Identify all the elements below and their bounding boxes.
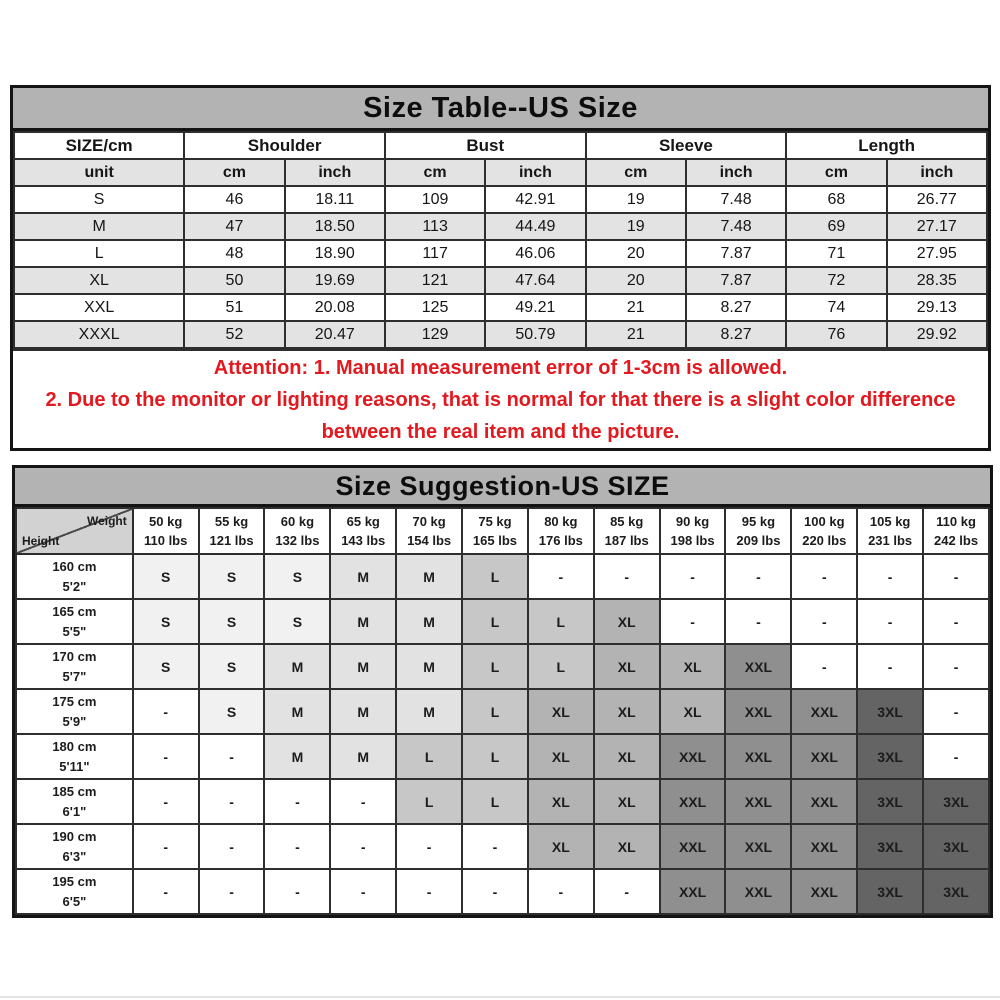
suggestion-cell: XXL	[791, 779, 857, 824]
suggestion-row	[16, 554, 989, 599]
measurement-value: 18.50	[285, 213, 385, 240]
height-cm-label: 190 cm	[52, 829, 97, 844]
suggestion-cell: -	[396, 869, 462, 914]
suggestion-cell: XL	[594, 599, 660, 644]
measurement-value: 29.13	[887, 294, 987, 321]
suggestion-cell: XL	[594, 689, 660, 734]
measurement-value: 21	[586, 294, 686, 321]
suggestion-cell: M	[330, 554, 396, 599]
weight-kg-label: 95 kg	[741, 513, 776, 529]
unit-header: inch	[887, 159, 987, 186]
suggestion-cell: L	[396, 779, 462, 824]
suggestion-cell: -	[923, 599, 989, 644]
suggestion-cell: L	[528, 644, 594, 689]
size-label: XXL	[14, 294, 184, 321]
suggestion-cell: L	[462, 554, 528, 599]
size-table-grid	[13, 131, 988, 349]
suggestion-cell: M	[396, 644, 462, 689]
measurement-value: 48	[184, 240, 284, 267]
unit-header: cm	[385, 159, 485, 186]
weight-header	[264, 508, 330, 554]
measurement-value: 18.11	[285, 186, 385, 213]
weight-header	[462, 508, 528, 554]
weight-header	[923, 508, 989, 554]
suggestion-cell: -	[923, 689, 989, 734]
suggestion-cell: XL	[660, 689, 726, 734]
suggestion-cell: -	[725, 599, 791, 644]
weight-kg-label: 50 kg	[149, 513, 183, 529]
height-ft-label: 5'11"	[59, 758, 90, 774]
measurement-value: 113	[385, 213, 485, 240]
measurement-value: 18.90	[285, 240, 385, 267]
column-header: Shoulder	[184, 132, 385, 159]
size-label: S	[14, 186, 184, 213]
measurement-value: 26.77	[887, 186, 987, 213]
height-header	[16, 554, 133, 599]
weight-kg-label: 70 kg	[412, 513, 446, 529]
suggestion-cell: 3XL	[923, 869, 989, 914]
suggestion-cell: XXL	[725, 779, 791, 824]
suggestion-cell: XL	[528, 734, 594, 779]
suggestion-cell: -	[923, 734, 989, 779]
table-row	[14, 321, 987, 348]
height-header	[16, 734, 133, 779]
suggestion-cell: -	[791, 644, 857, 689]
suggestion-cell: XXL	[791, 869, 857, 914]
measurement-value: 19.69	[285, 267, 385, 294]
suggestion-cell: -	[133, 869, 199, 914]
suggestion-cell: L	[462, 689, 528, 734]
measurement-value: 121	[385, 267, 485, 294]
weight-lbs-label: 165 lbs	[472, 533, 518, 548]
attention-note	[13, 349, 988, 448]
suggestion-cell: -	[528, 869, 594, 914]
suggestion-cell: -	[791, 599, 857, 644]
weight-kg-label: 85 kg	[610, 513, 644, 529]
suggestion-cell: S	[199, 554, 265, 599]
height-header	[16, 824, 133, 869]
suggestion-cell: 3XL	[857, 689, 923, 734]
height-cm-label: 195 cm	[52, 874, 97, 889]
weight-lbs-label: 220 lbs	[802, 533, 847, 548]
measurement-value: 125	[385, 294, 485, 321]
suggestion-cell: -	[660, 554, 726, 599]
suggestion-cell: -	[923, 644, 989, 689]
suggestion-cell: M	[330, 644, 396, 689]
table-row	[14, 294, 987, 321]
size-suggestion-title: Size Suggestion-US SIZE	[15, 468, 990, 507]
suggestion-cell: -	[923, 554, 989, 599]
height-ft-label: 5'7"	[62, 668, 87, 684]
suggestion-cell: L	[528, 599, 594, 644]
suggestion-row	[16, 734, 989, 779]
column-header: Bust	[385, 132, 586, 159]
suggestion-cell: -	[264, 779, 330, 824]
suggestion-cell: M	[396, 599, 462, 644]
table-row	[14, 240, 987, 267]
weight-kg-label: 75 kg	[478, 513, 512, 529]
size-table	[10, 85, 991, 451]
suggestion-cell: XXL	[725, 734, 791, 779]
suggestion-cell: M	[396, 554, 462, 599]
suggestion-cell: 3XL	[923, 779, 989, 824]
suggestion-cell: S	[264, 554, 330, 599]
suggestion-cell: S	[199, 689, 265, 734]
weight-lbs-label: 231 lbs	[868, 533, 913, 548]
weight-header	[330, 508, 396, 554]
suggestion-cell: -	[133, 779, 199, 824]
height-cm-label: 165 cm	[52, 604, 97, 619]
height-ft-label: 6'1"	[62, 803, 87, 819]
suggestion-cell: -	[199, 824, 265, 869]
weight-header	[396, 508, 462, 554]
corner-weight-label: Weight	[86, 514, 127, 528]
weight-lbs-label: 209 lbs	[736, 533, 781, 548]
measurement-value: 117	[385, 240, 485, 267]
table-row	[14, 213, 987, 240]
attention-line-3: between the real item and the picture.	[321, 420, 680, 443]
attention-line-2: 2. Due to the monitor or lighting reasons, that is normal for that there is a slight color difference	[45, 388, 956, 411]
size-label: M	[14, 213, 184, 240]
column-header: Sleeve	[586, 132, 787, 159]
weight-height-corner-cell	[16, 508, 133, 554]
height-ft-label: 5'2"	[62, 578, 87, 594]
suggestion-cell: XXL	[660, 869, 726, 914]
suggestion-cell: -	[199, 734, 265, 779]
suggestion-row	[16, 824, 989, 869]
suggestion-cell: 3XL	[857, 869, 923, 914]
suggestion-cell: 3XL	[923, 824, 989, 869]
height-header	[16, 869, 133, 914]
suggestion-cell: -	[462, 824, 528, 869]
weight-lbs-label: 110 lbs	[143, 533, 188, 548]
unit-header: inch	[285, 159, 385, 186]
unit-header: inch	[485, 159, 585, 186]
weight-header	[660, 508, 726, 554]
column-header: Length	[786, 132, 987, 159]
height-ft-label: 5'5"	[62, 623, 87, 639]
suggestion-row	[16, 599, 989, 644]
suggestion-cell: S	[133, 599, 199, 644]
measurement-value: 28.35	[887, 267, 987, 294]
weight-lbs-label: 143 lbs	[341, 533, 386, 548]
height-cm-label: 180 cm	[52, 739, 97, 754]
weight-header	[133, 508, 199, 554]
suggestion-cell: S	[199, 599, 265, 644]
suggestion-cell: 3XL	[857, 734, 923, 779]
suggestion-cell: XL	[528, 689, 594, 734]
size-label: L	[14, 240, 184, 267]
measurement-value: 27.17	[887, 213, 987, 240]
suggestion-cell: S	[133, 644, 199, 689]
measurement-value: 47	[184, 213, 284, 240]
weight-header	[725, 508, 791, 554]
measurement-value: 7.87	[686, 267, 786, 294]
unit-header: cm	[786, 159, 886, 186]
suggestion-cell: XL	[528, 824, 594, 869]
suggestion-cell: S	[133, 554, 199, 599]
weight-header	[528, 508, 594, 554]
weight-kg-label: 110 kg	[936, 513, 976, 529]
suggestion-cell: -	[264, 869, 330, 914]
suggestion-cell: XXL	[791, 734, 857, 779]
weight-lbs-label: 198 lbs	[670, 533, 715, 548]
unit-header: cm	[184, 159, 284, 186]
suggestion-cell: XXL	[660, 824, 726, 869]
measurement-value: 50.79	[485, 321, 585, 348]
weight-lbs-label: 242 lbs	[933, 533, 979, 548]
suggestion-cell: XXL	[725, 824, 791, 869]
height-cm-label: 185 cm	[52, 784, 97, 799]
corner-height-label: Height	[22, 534, 60, 548]
measurement-value: 7.87	[686, 240, 786, 267]
measurement-value: 20	[586, 267, 686, 294]
suggestion-cell: XXL	[725, 644, 791, 689]
suggestion-cell: -	[594, 869, 660, 914]
measurement-value: 46.06	[485, 240, 585, 267]
suggestion-cell: M	[264, 734, 330, 779]
suggestion-cell: -	[857, 644, 923, 689]
measurement-value: 20	[586, 240, 686, 267]
suggestion-cell: M	[330, 689, 396, 734]
suggestion-cell: XL	[594, 644, 660, 689]
suggestion-cell: XXL	[791, 824, 857, 869]
measurement-value: 44.49	[485, 213, 585, 240]
weight-kg-label: 60 kg	[280, 513, 315, 529]
measurement-value: 76	[786, 321, 886, 348]
measurement-value: 42.91	[485, 186, 585, 213]
suggestion-cell: -	[660, 599, 726, 644]
measurement-value: 49.21	[485, 294, 585, 321]
table-row	[14, 186, 987, 213]
height-ft-label: 6'5"	[62, 893, 87, 909]
suggestion-cell: -	[330, 824, 396, 869]
suggestion-cell: L	[396, 734, 462, 779]
measurement-value: 51	[184, 294, 284, 321]
suggestion-cell: S	[199, 644, 265, 689]
weight-kg-label: 55 kg	[214, 513, 249, 529]
suggestion-cell: -	[133, 734, 199, 779]
weight-kg-label: 105 kg	[869, 513, 911, 529]
measurement-value: 50	[184, 267, 284, 294]
measurement-value: 74	[786, 294, 886, 321]
suggestion-cell: S	[264, 599, 330, 644]
suggestion-cell: -	[199, 779, 265, 824]
weight-lbs-label: 176 lbs	[538, 533, 583, 548]
suggestion-cell: -	[857, 599, 923, 644]
weight-header	[791, 508, 857, 554]
measurement-value: 8.27	[686, 321, 786, 348]
suggestion-cell: L	[462, 599, 528, 644]
unit-header: inch	[686, 159, 786, 186]
measurement-value: 19	[586, 213, 686, 240]
suggestion-cell: -	[725, 554, 791, 599]
measurement-value: 27.95	[887, 240, 987, 267]
suggestion-cell: XL	[594, 734, 660, 779]
suggestion-cell: -	[857, 554, 923, 599]
weight-kg-label: 65 kg	[346, 513, 380, 529]
weight-kg-label: 80 kg	[544, 513, 578, 529]
height-header	[16, 779, 133, 824]
suggestion-header-row	[16, 508, 989, 554]
suggestion-row	[16, 869, 989, 914]
measurement-value: 52	[184, 321, 284, 348]
size-suggestion-table	[12, 465, 993, 918]
measurement-value: 68	[786, 186, 886, 213]
suggestion-cell: -	[594, 554, 660, 599]
suggestion-cell: -	[330, 869, 396, 914]
measurement-value: 20.08	[285, 294, 385, 321]
height-header	[16, 644, 133, 689]
weight-kg-label: 90 kg	[675, 513, 710, 529]
height-ft-label: 6'3"	[62, 848, 87, 864]
weight-lbs-label: 154 lbs	[407, 533, 452, 548]
suggestion-cell: XXL	[725, 689, 791, 734]
suggestion-cell: XXL	[660, 779, 726, 824]
suggestion-cell: XL	[594, 824, 660, 869]
suggestion-cell: -	[528, 554, 594, 599]
suggestion-cell: M	[396, 689, 462, 734]
height-ft-label: 5'9"	[62, 713, 87, 729]
suggestion-cell: -	[330, 779, 396, 824]
unit-header: unit	[14, 159, 184, 186]
suggestion-row	[16, 779, 989, 824]
attention-line-1: Attention: 1. Manual measurement error of 1-3cm is allowed.	[213, 356, 788, 379]
size-label: XL	[14, 267, 184, 294]
suggestion-cell: 3XL	[857, 779, 923, 824]
suggestion-cell: 3XL	[857, 824, 923, 869]
suggestion-cell: XXL	[725, 869, 791, 914]
measurement-value: 72	[786, 267, 886, 294]
suggestion-cell: XXL	[791, 689, 857, 734]
size-table-title: Size Table--US Size	[13, 88, 988, 131]
weight-lbs-label: 187 lbs	[604, 533, 649, 548]
weight-header	[594, 508, 660, 554]
suggestion-cell: M	[264, 644, 330, 689]
suggestion-cell: -	[199, 869, 265, 914]
suggestion-cell: XL	[660, 644, 726, 689]
suggestion-cell: -	[462, 869, 528, 914]
weight-header	[857, 508, 923, 554]
measurement-value: 7.48	[686, 186, 786, 213]
suggestion-cell: M	[330, 599, 396, 644]
unit-header: cm	[586, 159, 686, 186]
height-cm-label: 160 cm	[52, 559, 97, 574]
measurement-value: 29.92	[887, 321, 987, 348]
size-table-header-row	[14, 132, 987, 159]
column-header: SIZE/cm	[14, 132, 184, 159]
measurement-value: 129	[385, 321, 485, 348]
measurement-value: 8.27	[686, 294, 786, 321]
suggestion-cell: L	[462, 779, 528, 824]
measurement-value: 19	[586, 186, 686, 213]
measurement-value: 46	[184, 186, 284, 213]
measurement-value: 71	[786, 240, 886, 267]
suggestion-cell: XL	[528, 779, 594, 824]
suggestion-row	[16, 644, 989, 689]
height-cm-label: 175 cm	[52, 694, 97, 709]
height-header	[16, 599, 133, 644]
table-row	[14, 267, 987, 294]
suggestion-cell: XL	[594, 779, 660, 824]
measurement-value: 21	[586, 321, 686, 348]
suggestion-row	[16, 689, 989, 734]
measurement-value: 109	[385, 186, 485, 213]
measurement-value: 47.64	[485, 267, 585, 294]
weight-lbs-label: 121 lbs	[209, 533, 254, 548]
size-label: XXXL	[14, 321, 184, 348]
suggestion-cell: -	[396, 824, 462, 869]
measurement-value: 20.47	[285, 321, 385, 348]
suggestion-cell: -	[133, 689, 199, 734]
weight-header	[199, 508, 265, 554]
size-table-unit-row	[14, 159, 987, 186]
measurement-value: 69	[786, 213, 886, 240]
suggestion-cell: L	[462, 734, 528, 779]
height-cm-label: 170 cm	[52, 649, 97, 664]
suggestion-cell: M	[264, 689, 330, 734]
suggestion-cell: -	[133, 824, 199, 869]
suggestion-cell: L	[462, 644, 528, 689]
suggestion-cell: -	[791, 554, 857, 599]
measurement-value: 7.48	[686, 213, 786, 240]
height-header	[16, 689, 133, 734]
bottom-edge-line	[0, 996, 1000, 998]
weight-lbs-label: 132 lbs	[275, 533, 320, 548]
suggestion-cell: XXL	[660, 734, 726, 779]
suggestion-cell: -	[264, 824, 330, 869]
weight-kg-label: 100 kg	[804, 513, 845, 529]
size-suggestion-grid	[15, 507, 990, 915]
suggestion-cell: M	[330, 734, 396, 779]
